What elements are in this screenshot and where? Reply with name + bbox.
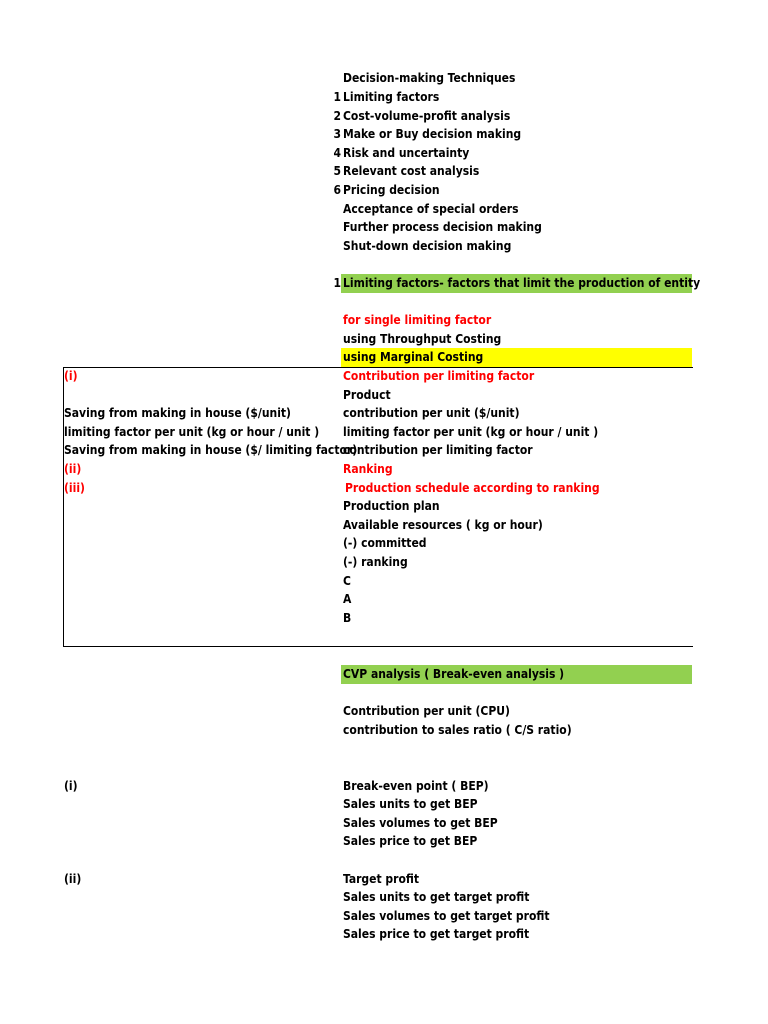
box-bottom-border [63, 646, 693, 647]
technique-label: Risk and uncertainty [343, 146, 470, 160]
step-ii-title: Ranking [343, 462, 393, 476]
step-i-title: Contribution per limiting factor [343, 369, 535, 383]
step-iii-marker: (iii) [64, 481, 85, 495]
step-i-marker: (i) [64, 369, 78, 383]
section-title: Limiting factors- factors that limit the production of entity [343, 276, 701, 290]
plan-row: A [343, 592, 352, 606]
section-number: 1 [333, 276, 341, 290]
throughput-label: using Throughput Costing [343, 332, 502, 346]
cpu-label: Contribution per unit (CPU) [343, 704, 510, 718]
plan-row: Production plan [343, 499, 440, 513]
sub-technique: Further process decision making [343, 220, 542, 234]
technique-label: Make or Buy decision making [343, 127, 522, 141]
right-row: contribution per limiting factor [343, 443, 533, 457]
target-row: Sales price to get target profit [343, 927, 530, 941]
bep-row: Break-even point ( BEP) [343, 779, 489, 793]
technique-label: Cost-volume-profit analysis [343, 109, 511, 123]
cs-ratio-label: contribution to sales ratio ( C/S ratio) [343, 723, 572, 737]
technique-number: 3 [333, 127, 341, 141]
technique-label: Pricing decision [343, 183, 440, 197]
plan-row: Available resources ( kg or hour) [343, 518, 543, 532]
bep-row: Sales volumes to get BEP [343, 816, 498, 830]
technique-number: 2 [333, 109, 341, 123]
bep-row: Sales units to get BEP [343, 797, 478, 811]
technique-number: 5 [333, 164, 341, 178]
plan-row: C [343, 574, 351, 588]
left-row: limiting factor per unit (kg or hour / unit ) [64, 425, 320, 439]
target-row: Sales units to get target profit [343, 890, 530, 904]
sub-technique: Shut-down decision making [343, 239, 512, 253]
target-row: Sales volumes to get target profit [343, 909, 550, 923]
cvp-step-i-marker: (i) [64, 779, 78, 793]
plan-row: B [343, 611, 352, 625]
page-title: Decision-making Techniques [343, 71, 516, 85]
product-label: Product [343, 388, 391, 402]
left-row: Saving from making in house ($/ limiting factor) [64, 443, 358, 457]
single-factor-label: for single limiting factor [343, 313, 492, 327]
plan-row: (-) committed [343, 536, 427, 550]
technique-number: 1 [333, 90, 341, 104]
step-ii-marker: (ii) [64, 462, 82, 476]
sub-technique: Acceptance of special orders [343, 202, 519, 216]
cvp-title: CVP analysis ( Break-even analysis ) [343, 667, 565, 681]
technique-number: 6 [333, 183, 341, 197]
target-row: Target profit [343, 872, 420, 886]
right-row: limiting factor per unit (kg or hour / unit ) [343, 425, 599, 439]
step-iii-title: Production schedule according to ranking [345, 481, 600, 495]
bep-row: Sales price to get BEP [343, 834, 478, 848]
left-row: Saving from making in house ($/unit) [64, 406, 291, 420]
technique-label: Relevant cost analysis [343, 164, 480, 178]
technique-label: Limiting factors [343, 90, 440, 104]
marginal-label: using Marginal Costing [343, 350, 484, 364]
cvp-step-ii-marker: (ii) [64, 872, 82, 886]
technique-number: 4 [333, 146, 341, 160]
right-row: contribution per unit ($/unit) [343, 406, 520, 420]
plan-row: (-) ranking [343, 555, 408, 569]
